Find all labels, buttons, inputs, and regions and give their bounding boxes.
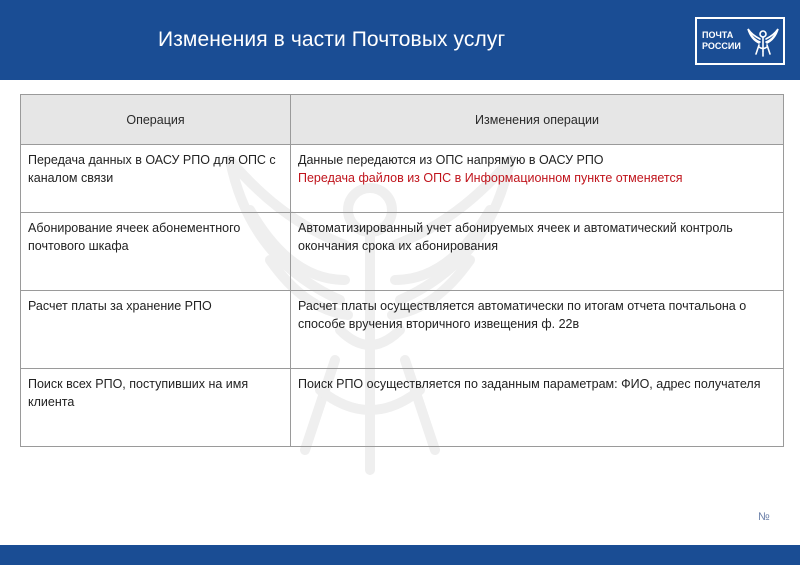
table-row xyxy=(21,291,784,369)
operation-cell: Поиск всех РПО, поступивших на имя клиента xyxy=(21,369,291,447)
footer-bar xyxy=(0,545,800,565)
table-header-row xyxy=(21,95,784,145)
logo-line-2: РОССИИ xyxy=(702,41,741,51)
change-text: Автоматизированный учет абонируемых ячеек и автоматический контроль окончания срока их абонирования xyxy=(298,221,733,253)
change-cell xyxy=(291,369,784,447)
page-title: Изменения в части Почтовых услуг xyxy=(158,28,506,51)
table-row xyxy=(21,369,784,447)
header-bar xyxy=(0,0,800,80)
column-header-changes: Изменения операции xyxy=(291,95,784,145)
operation-cell: Передача данных в ОАСУ РПО для ОПС с каналом связи xyxy=(21,145,291,213)
change-text: Данные передаются из ОПС напрямую в ОАСУ РПО xyxy=(298,153,604,167)
change-text: Поиск РПО осуществляется по заданным параметрам: ФИО, адрес получателя xyxy=(298,377,761,391)
logo-line-1: ПОЧТА xyxy=(702,30,734,40)
operation-cell: Расчет платы за хранение РПО xyxy=(21,291,291,369)
eagle-emblem-icon xyxy=(743,21,783,61)
column-header-operation: Операция xyxy=(21,95,291,145)
pochta-rossii-logo xyxy=(695,17,785,65)
table-row xyxy=(21,145,784,213)
change-cell xyxy=(291,213,784,291)
operation-cell: Абонирование ячеек абонементного почтового шкафа xyxy=(21,213,291,291)
operations-table xyxy=(20,94,784,447)
change-note: Передача файлов из ОПС в Информационном пункте отменяется xyxy=(298,171,683,185)
page-number: № xyxy=(758,511,770,523)
logo-text xyxy=(697,30,743,52)
change-text: Расчет платы осуществляется автоматически по итогам отчета почтальона о способе вручения вторичного извещения ф. 22в xyxy=(298,299,747,331)
change-cell xyxy=(291,145,784,213)
change-cell xyxy=(291,291,784,369)
table-row xyxy=(21,213,784,291)
